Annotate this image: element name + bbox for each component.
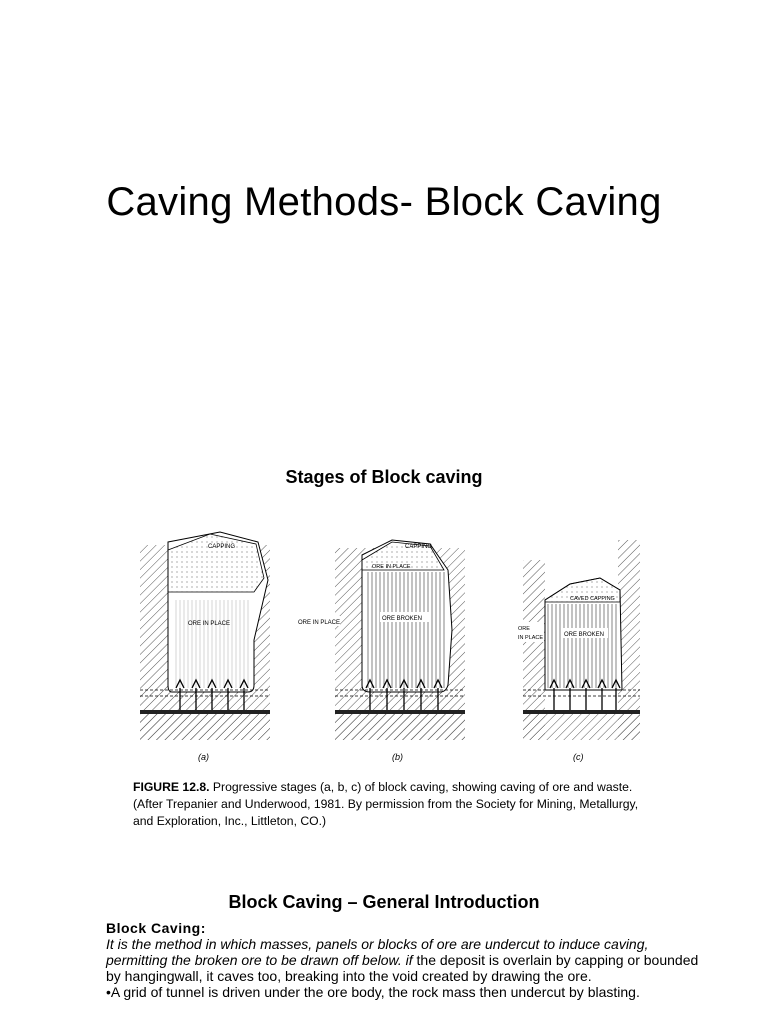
definition-plain-text: the deposit is overlain by capping or bounded by hangingwall, it caves too, breaking into the void created by drawing the ore.: [106, 952, 699, 984]
section-heading-stages: Stages of Block caving: [285, 467, 483, 487]
panel-a-ore-label: ORE IN PLACE: [188, 621, 231, 627]
panel-b-label: (b): [392, 752, 403, 762]
panel-a-capping-label: CAPPING: [208, 544, 236, 550]
caption-line-3: and Exploration, Inc., Littleton, CO.): [133, 814, 327, 828]
panel-c-ore-broken-label: ORE BROKEN: [564, 632, 605, 638]
caption-line-2: (After Trepanier and Underwood, 1981. By permission from the Society for Mining, Metallurgy,: [133, 797, 639, 811]
panel-b-side-label: ORE IN PLACE: [298, 620, 341, 626]
caption-number: FIGURE 12.8.: [133, 780, 210, 794]
figure-panel-b: [296, 540, 465, 762]
definition-italic-text: It is the method in which masses, panels or blocks of ore are undercut to induce caving, permitting the broken ore to be drawn off below. if: [106, 936, 649, 968]
panel-c-label: (c): [573, 752, 584, 762]
panel-c-side-label-1: ORE: [518, 626, 530, 632]
caption-line-1: Progressive stages (a, b, c) of block caving, showing caving of ore and waste.: [209, 780, 633, 794]
panel-c-caved-capping-label: CAVED CAPPING: [570, 596, 615, 602]
bullet-item: •A grid of tunnel is driven under the ore body, the rock mass then undercut by blasting.: [106, 984, 640, 1000]
section-heading-introduction: Block Caving – General Introduction: [228, 892, 540, 912]
panel-a-label: (a): [198, 752, 209, 762]
block-caving-label: Block Caving:: [106, 920, 206, 936]
panel-c-side-label-2: IN PLACE: [518, 635, 544, 641]
panel-b-ore-broken-label: ORE BROKEN: [382, 616, 423, 622]
panel-b-capping-label: CAPPING: [405, 544, 433, 550]
block-caving-figure: [130, 520, 650, 775]
definition-paragraph: [106, 936, 706, 984]
introduction-body: [106, 920, 706, 1000]
panel-b-ore-in-place-label: ORE IN PLACE: [372, 564, 411, 570]
figure-caption: [133, 779, 653, 830]
figure-panel-a: [140, 532, 270, 762]
slide-title: Caving Methods- Block Caving: [106, 180, 662, 224]
figure-panel-c: [516, 540, 640, 762]
